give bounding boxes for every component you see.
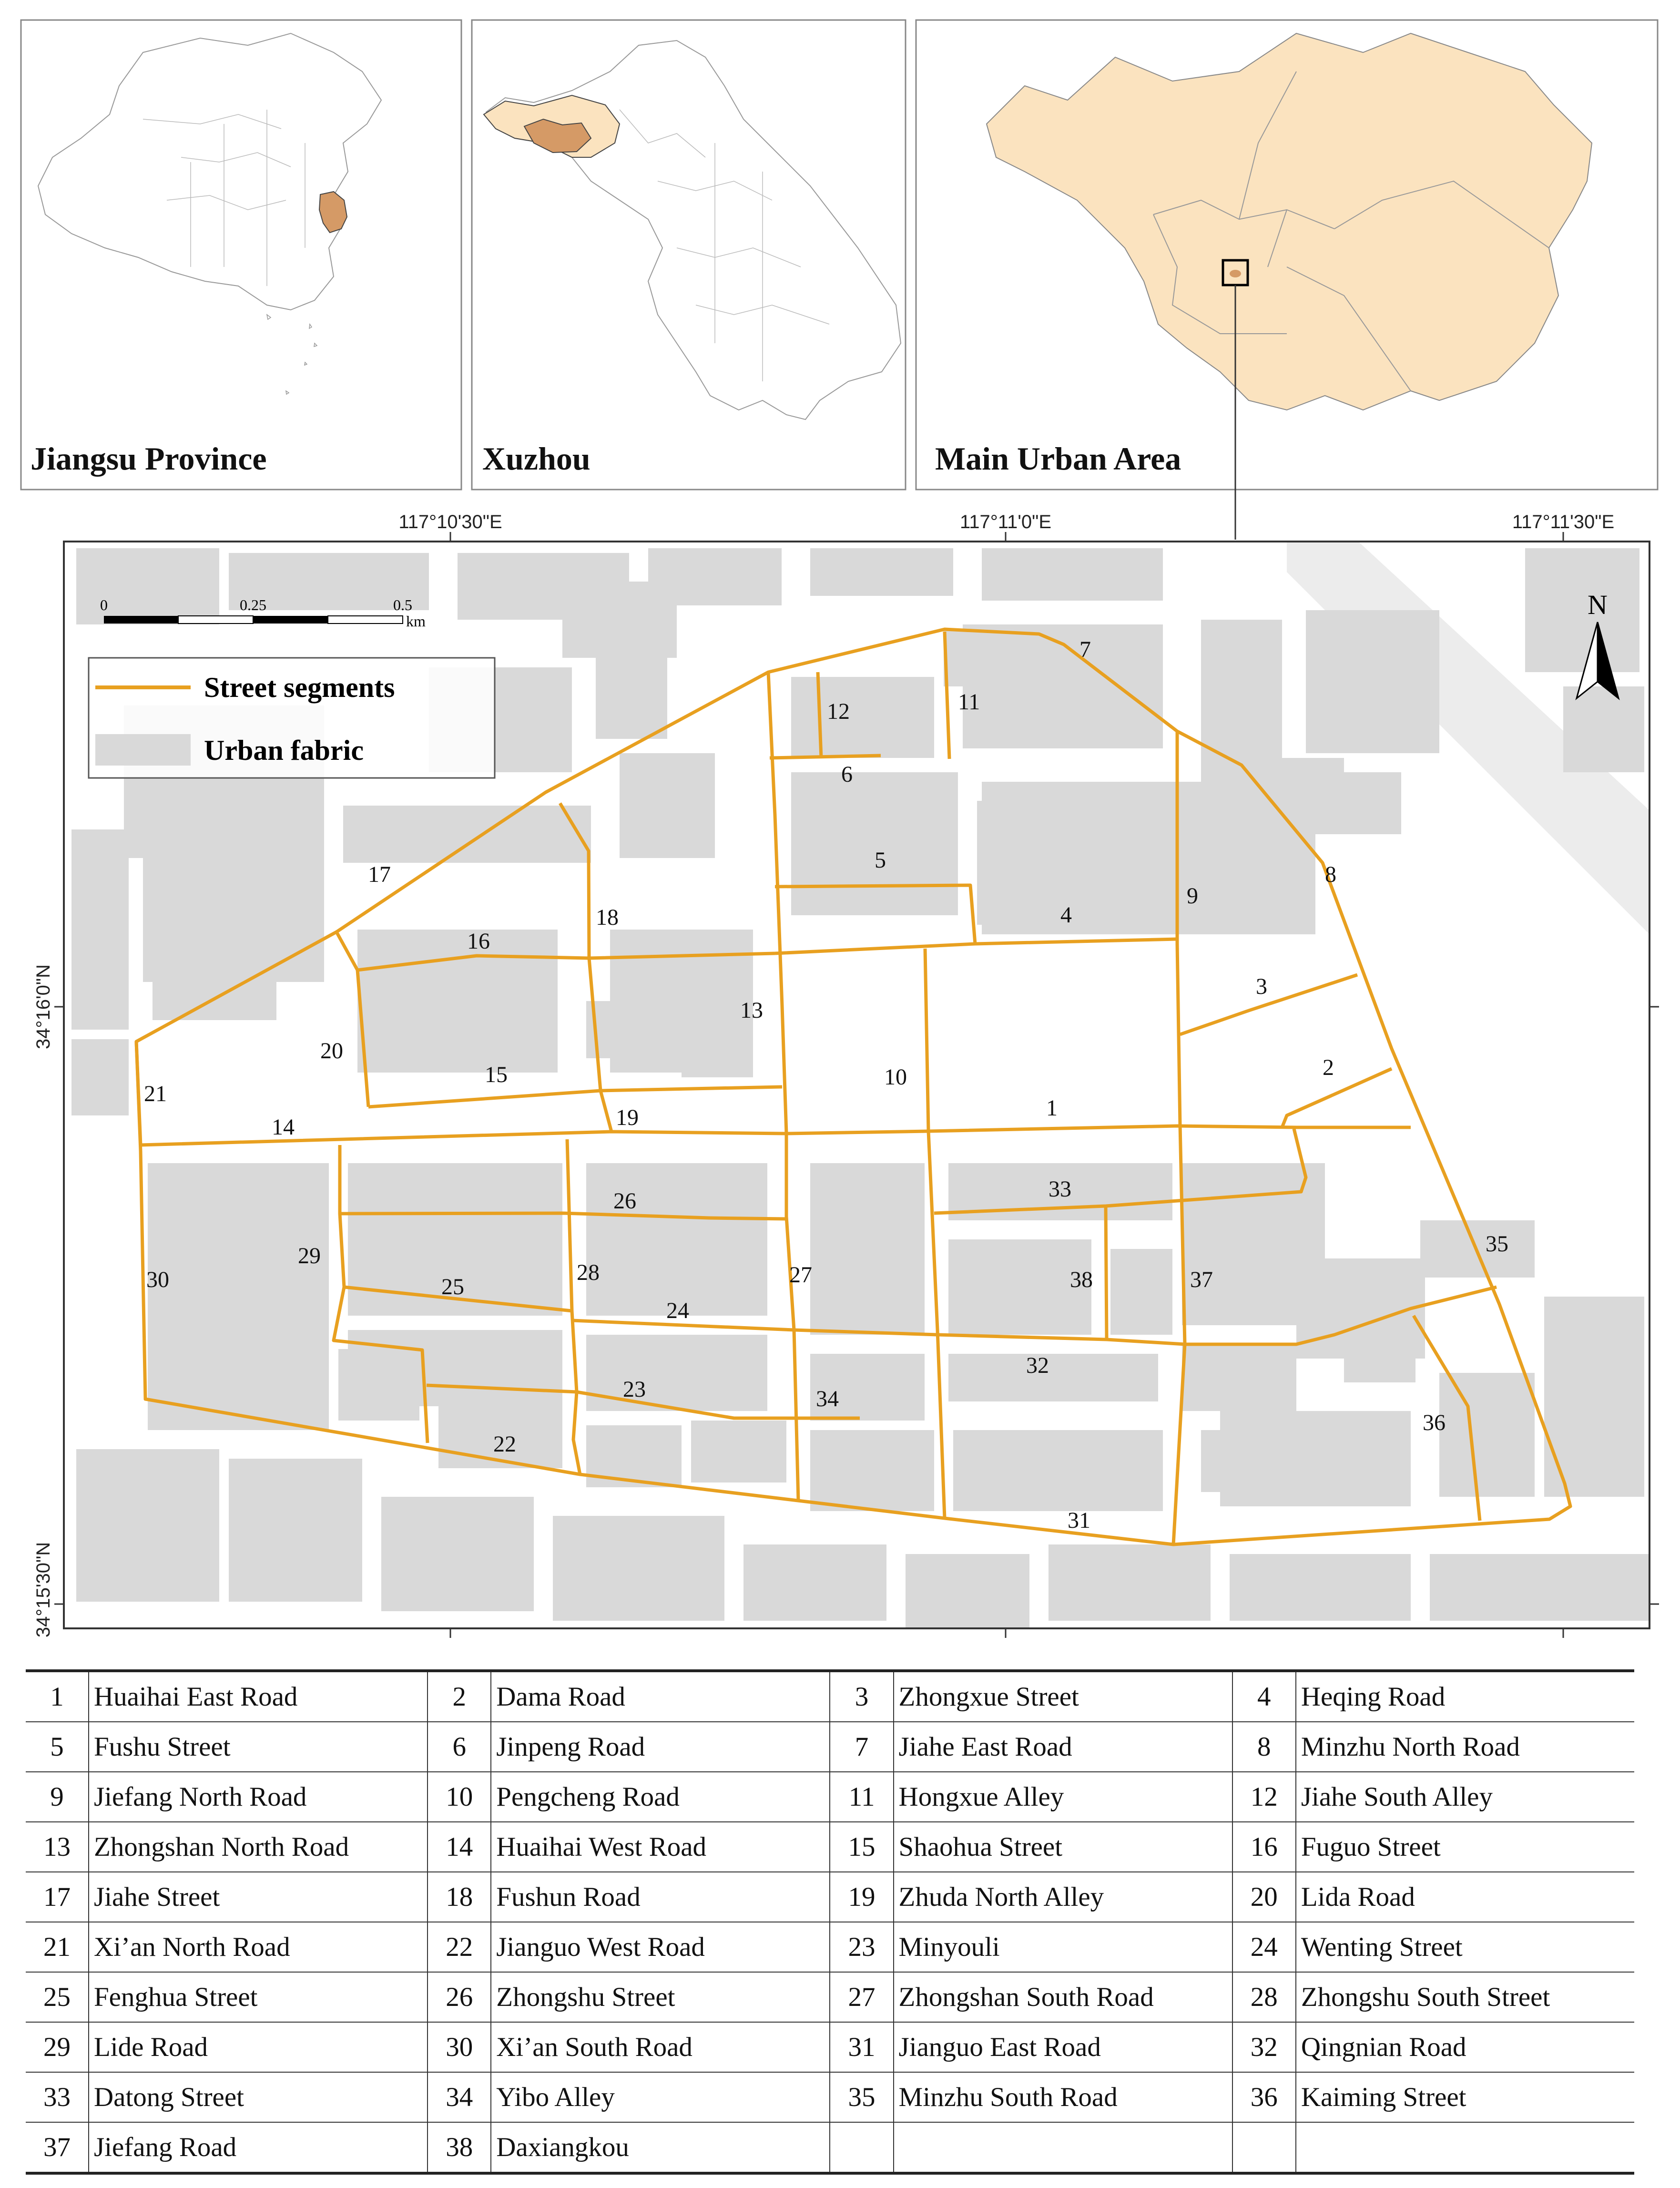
street-number: 29 bbox=[26, 2022, 89, 2072]
street-6 bbox=[770, 756, 881, 758]
street-number: 32 bbox=[1232, 2022, 1296, 2072]
street-name: Heqing Road bbox=[1296, 1671, 1634, 1722]
street-label: 16 bbox=[467, 929, 490, 954]
table-row bbox=[26, 1772, 1634, 1822]
street-number: 35 bbox=[830, 2072, 893, 2122]
street-name: Jiahe South Alley bbox=[1296, 1772, 1634, 1822]
street-number: 20 bbox=[1232, 1872, 1296, 1922]
table-row bbox=[26, 1972, 1634, 2022]
street-number: 9 bbox=[26, 1772, 89, 1822]
street-label: 9 bbox=[1187, 883, 1198, 909]
street-number: 38 bbox=[428, 2122, 491, 2173]
street-number: 31 bbox=[830, 2022, 893, 2072]
street-name: Daxiangkou bbox=[491, 2122, 830, 2173]
street-label: 15 bbox=[485, 1062, 508, 1087]
street-number: 1 bbox=[26, 1671, 89, 1722]
map-legend bbox=[89, 658, 495, 778]
street-name: Minzhu North Road bbox=[1296, 1722, 1634, 1772]
street-number: 2 bbox=[428, 1671, 491, 1722]
street-name: Lide Road bbox=[89, 2022, 428, 2072]
street-number: 33 bbox=[26, 2072, 89, 2122]
scale-tick-label: 0 bbox=[100, 596, 108, 613]
street-label: 35 bbox=[1486, 1231, 1508, 1257]
street-name: Xi’an South Road bbox=[491, 2022, 830, 2072]
table-row bbox=[26, 1922, 1634, 1972]
street-number: 15 bbox=[830, 1822, 893, 1872]
street-name: Jinpeng Road bbox=[491, 1722, 830, 1772]
street-name: Xi’an North Road bbox=[89, 1922, 428, 1972]
street-name: Fuguo Street bbox=[1296, 1822, 1634, 1872]
table-row bbox=[26, 1722, 1634, 1772]
street-label: 11 bbox=[958, 689, 980, 715]
street-label: 7 bbox=[1079, 637, 1091, 662]
street-label: 13 bbox=[740, 998, 763, 1023]
street-number: 19 bbox=[830, 1872, 893, 1922]
street-number: 14 bbox=[428, 1822, 491, 1872]
street-name: Zhongshan North Road bbox=[89, 1822, 428, 1872]
street-label: 26 bbox=[613, 1188, 636, 1214]
street-label: 24 bbox=[666, 1298, 689, 1323]
street-number: 27 bbox=[830, 1972, 893, 2022]
street-number: 26 bbox=[428, 1972, 491, 2022]
inset-frame bbox=[472, 20, 906, 490]
street-number: 36 bbox=[1232, 2072, 1296, 2122]
street-label: 31 bbox=[1068, 1508, 1090, 1533]
street-name: Yibo Alley bbox=[491, 2072, 830, 2122]
street-name: Datong Street bbox=[89, 2072, 428, 2122]
inset-main-urban-area bbox=[916, 20, 1658, 490]
longitude-label: 117°11'0"E bbox=[959, 511, 1052, 532]
street-label: 20 bbox=[320, 1038, 343, 1063]
street-label: 28 bbox=[577, 1260, 600, 1285]
legend-fabric-label: Urban fabric bbox=[204, 735, 364, 766]
street-name: Zhongxue Street bbox=[894, 1671, 1232, 1722]
street-number: 3 bbox=[830, 1671, 893, 1722]
street-name: Zhongshan South Road bbox=[894, 1972, 1232, 2022]
street-legend-table bbox=[26, 1669, 1634, 2175]
street-number: 11 bbox=[830, 1772, 893, 1822]
street-name: Jiahe East Road bbox=[894, 1722, 1232, 1772]
street-number: 37 bbox=[26, 2122, 89, 2173]
street-label: 33 bbox=[1049, 1176, 1071, 1202]
street-number: 6 bbox=[428, 1722, 491, 1772]
empty-cell bbox=[1296, 2122, 1634, 2173]
street-number: 24 bbox=[1232, 1922, 1296, 1972]
street-name: Huaihai East Road bbox=[89, 1671, 428, 1722]
street-label: 19 bbox=[616, 1105, 639, 1130]
street-number: 18 bbox=[428, 1872, 491, 1922]
street-name: Jiefang Road bbox=[89, 2122, 428, 2173]
study-area-marker bbox=[1230, 270, 1241, 277]
longitude-label: 117°10'30"E bbox=[398, 511, 502, 532]
street-name: Jiahe Street bbox=[89, 1872, 428, 1922]
table-row bbox=[26, 1671, 1634, 1722]
street-label: 29 bbox=[298, 1243, 321, 1268]
street-name: Pengcheng Road bbox=[491, 1772, 830, 1822]
street-38 bbox=[1106, 1206, 1107, 1339]
street-name: Fushun Road bbox=[491, 1872, 830, 1922]
street-name: Huaihai West Road bbox=[491, 1822, 830, 1872]
street-name: Fenghua Street bbox=[89, 1972, 428, 2022]
inset-title-main-urban-area: Main Urban Area bbox=[935, 440, 1181, 477]
street-name: Jianguo West Road bbox=[491, 1922, 830, 1972]
inset-title-jiangsu: Jiangsu Province bbox=[31, 440, 267, 477]
street-name: Jiefang North Road bbox=[89, 1772, 428, 1822]
street-label: 12 bbox=[827, 699, 850, 724]
longitude-label: 117°11'30"E bbox=[1512, 511, 1615, 532]
street-label: 36 bbox=[1423, 1410, 1446, 1435]
street-number: 17 bbox=[26, 1872, 89, 1922]
street-label: 22 bbox=[493, 1431, 516, 1457]
street-name: Zhuda North Alley bbox=[894, 1872, 1232, 1922]
street-number: 8 bbox=[1232, 1722, 1296, 1772]
scale-unit: km bbox=[406, 613, 426, 630]
street-name: Minyouli bbox=[894, 1922, 1232, 1972]
street-label: 21 bbox=[144, 1081, 167, 1106]
empty-cell bbox=[894, 2122, 1232, 2173]
street-label: 10 bbox=[884, 1064, 907, 1090]
street-name: Hongxue Alley bbox=[894, 1772, 1232, 1822]
street-number: 22 bbox=[428, 1922, 491, 1972]
street-number: 23 bbox=[830, 1922, 893, 1972]
latitude-label: 34°15'30"N bbox=[33, 1542, 54, 1638]
street-label: 1 bbox=[1046, 1095, 1058, 1121]
street-number: 13 bbox=[26, 1822, 89, 1872]
street-label: 18 bbox=[596, 905, 619, 930]
street-name: Wenting Street bbox=[1296, 1922, 1634, 1972]
street-name: Kaiming Street bbox=[1296, 2072, 1634, 2122]
street-label: 37 bbox=[1190, 1267, 1213, 1292]
legend-street-label: Street segments bbox=[204, 672, 395, 703]
north-label: N bbox=[1588, 589, 1608, 620]
scale-tick-label: 0.5 bbox=[393, 596, 412, 613]
street-name: Shaohua Street bbox=[894, 1822, 1232, 1872]
street-name: Lida Road bbox=[1296, 1872, 1634, 1922]
street-number: 4 bbox=[1232, 1671, 1296, 1722]
street-number: 10 bbox=[428, 1772, 491, 1822]
table-row bbox=[26, 2122, 1634, 2173]
street-name: Jianguo East Road bbox=[894, 2022, 1232, 2072]
street-label: 2 bbox=[1323, 1055, 1334, 1080]
table-row bbox=[26, 2072, 1634, 2122]
street-label: 8 bbox=[1325, 862, 1336, 887]
table-row bbox=[26, 1822, 1634, 1872]
empty-cell bbox=[830, 2122, 893, 2173]
street-label: 17 bbox=[368, 862, 391, 887]
street-label: 27 bbox=[789, 1262, 812, 1288]
street-number: 25 bbox=[26, 1972, 89, 2022]
street-name: Qingnian Road bbox=[1296, 2022, 1634, 2072]
table-row bbox=[26, 1872, 1634, 1922]
street-label: 3 bbox=[1256, 974, 1267, 999]
legend-fabric-swatch bbox=[95, 734, 191, 766]
street-name: Zhongshu Street bbox=[491, 1972, 830, 2022]
empty-cell bbox=[1232, 2122, 1296, 2173]
street-label: 6 bbox=[841, 762, 853, 787]
street-number: 16 bbox=[1232, 1822, 1296, 1872]
street-number: 28 bbox=[1232, 1972, 1296, 2022]
table-row bbox=[26, 2022, 1634, 2072]
street-name: Fushu Street bbox=[89, 1722, 428, 1772]
latitude-label: 34°16'0"N bbox=[33, 964, 54, 1049]
street-label: 5 bbox=[875, 848, 886, 873]
inset-title-xuzhou: Xuzhou bbox=[482, 440, 591, 477]
street-label: 30 bbox=[146, 1267, 169, 1292]
street-number: 7 bbox=[830, 1722, 893, 1772]
street-number: 30 bbox=[428, 2022, 491, 2072]
street-number: 5 bbox=[26, 1722, 89, 1772]
street-label: 23 bbox=[623, 1377, 646, 1402]
street-name: Dama Road bbox=[491, 1671, 830, 1722]
inset-jiangsu-province bbox=[21, 20, 461, 490]
street-number: 12 bbox=[1232, 1772, 1296, 1822]
street-label: 32 bbox=[1026, 1353, 1049, 1378]
scale-tick-label: 0.25 bbox=[240, 596, 266, 613]
street-number: 34 bbox=[428, 2072, 491, 2122]
street-name: Minzhu South Road bbox=[894, 2072, 1232, 2122]
street-label: 38 bbox=[1070, 1267, 1093, 1292]
inset-frame bbox=[21, 20, 461, 490]
street-label: 14 bbox=[272, 1114, 295, 1140]
street-name: Zhongshu South Street bbox=[1296, 1972, 1634, 2022]
street-label: 4 bbox=[1060, 902, 1072, 928]
inset-xuzhou bbox=[472, 20, 906, 490]
street-label: 25 bbox=[441, 1274, 464, 1299]
street-number: 21 bbox=[26, 1922, 89, 1972]
street-label: 34 bbox=[816, 1386, 839, 1411]
